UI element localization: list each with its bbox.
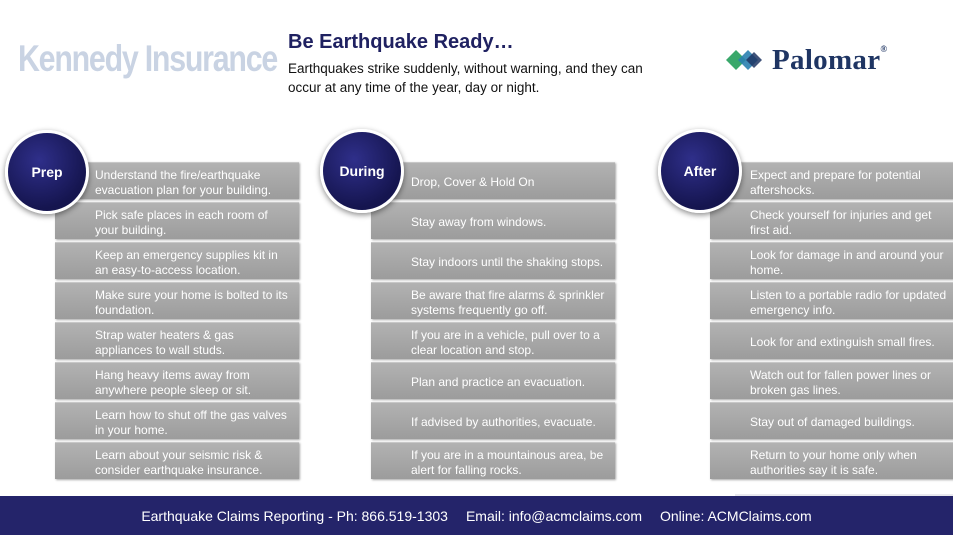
list-item: If you are in a vehicle, pull over to a clear location and stop. (371, 322, 615, 359)
list-item: Look for damage in and around your home. (710, 242, 953, 279)
list-item: Understand the fire/earthquake evacuation plan for your building. (55, 162, 299, 199)
palomar-diamond-icon (726, 47, 766, 73)
list-item: Watch out for fallen power lines or broken gas lines. (710, 362, 953, 399)
list-item: Look for and extinguish small fires. (710, 322, 953, 359)
list-item: Return to your home only when authorities say it is safe. (710, 442, 953, 479)
prep-badge: Prep (5, 130, 89, 214)
footer-email: Email: info@acmclaims.com (465, 507, 642, 524)
list-item: Drop, Cover & Hold On (371, 162, 615, 199)
list-item: Expect and prepare for potential aftershocks. (710, 162, 953, 199)
after-list (710, 162, 953, 482)
list-item: Pick safe places in each room of your building. (55, 202, 299, 239)
list-item: Strap water heaters & gas appliances to wall studs. (55, 322, 299, 359)
after-badge: After (658, 129, 742, 213)
list-item: Stay away from windows. (371, 202, 615, 239)
palomar-wordmark: Palomar® (772, 43, 888, 76)
footer-bar (0, 496, 953, 535)
footer-claims-phone: Earthquake Claims Reporting - Ph: 866.519-1303 (141, 507, 448, 524)
list-item: Learn about your seismic risk & consider earthquake insurance. (55, 442, 299, 479)
palomar-logo (726, 42, 887, 78)
list-item: Make sure your home is bolted to its foundation. (55, 282, 299, 319)
page-subtitle: Earthquakes strike suddenly, without warning, and they can occur at any time of the year, day or night. (288, 61, 643, 95)
list-item: If advised by authorities, evacuate. (371, 402, 615, 439)
list-item: Hang heavy items away from anywhere people sleep or sit. (55, 362, 299, 399)
list-item: Check yourself for injuries and get first aid. (710, 202, 953, 239)
page-title: Be Earthquake Ready… (288, 31, 514, 53)
during-badge: During (320, 129, 404, 213)
list-item: Plan and practice an evacuation. (371, 362, 615, 399)
list-item: Listen to a portable radio for updated emergency info. (710, 282, 953, 319)
during-list (371, 162, 615, 482)
kennedy-insurance-logo: Kennedy Insurance (18, 38, 277, 79)
footer-website: Online: ACMClaims.com (659, 507, 812, 524)
list-item: Stay out of damaged buildings. (710, 402, 953, 439)
prep-list (55, 162, 299, 482)
list-item: Keep an emergency supplies kit in an easy-to-access location. (55, 242, 299, 279)
list-item: If you are in a mountainous area, be alert for falling rocks. (371, 442, 615, 479)
list-item: Stay indoors until the shaking stops. (371, 242, 615, 279)
list-item: Learn how to shut off the gas valves in your home. (55, 402, 299, 439)
list-item: Be aware that fire alarms & sprinkler systems frequently go off. (371, 282, 615, 319)
